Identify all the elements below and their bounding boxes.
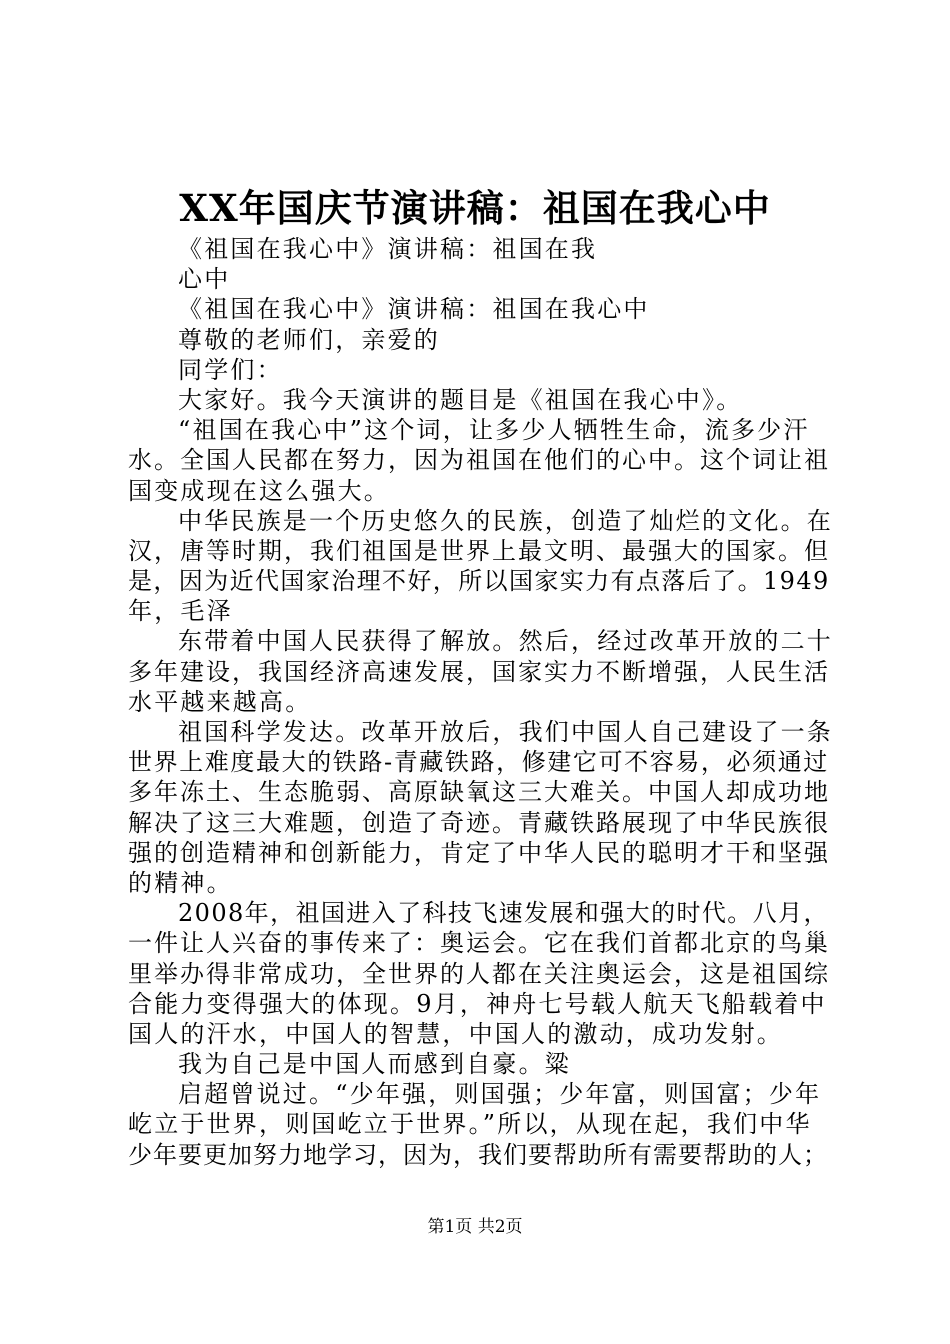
text-line: 尊敬的老师们，亲爱的 <box>178 325 440 354</box>
text-line: 中华民族是一个历史悠久的民族，创造了灿烂的文化。在 <box>178 506 833 535</box>
text-line: 国人的汗水，中国人的智慧，中国人的激动，成功发射。 <box>128 1019 783 1048</box>
text-line: 《祖国在我心中》演讲稿：祖国在我 <box>178 235 598 263</box>
text-line: 世界上难度最大的铁路-青藏铁路，修建它可不容易，必须通过 <box>128 748 829 777</box>
text-line: 是，因为近代国家治理不好，所以国家实力有点落后了。1949 <box>128 567 830 596</box>
document-title: XX年国庆节演讲稿：祖国在我心中 <box>179 186 771 230</box>
text-line: 里举办得非常成功，全世界的人都在关注奥运会，这是祖国综 <box>128 959 830 988</box>
text-line: 东带着中国人民获得了解放。然后，经过改革开放的二十 <box>178 627 833 656</box>
text-line: 的精神。 <box>128 868 233 897</box>
text-line: 水平越来越高。 <box>128 687 312 716</box>
text-line: 解决了这三大难题，创造了奇迹。青藏铁路展现了中华民族很 <box>128 808 830 837</box>
text-line: 屹立于世界，则国屹立于世界。”所以，从现在起，我们中华 <box>128 1110 812 1139</box>
text-line: 心中 <box>178 265 231 294</box>
text-line: 多年冻土、生态脆弱、高原缺氧这三大难关。中国人却成功地 <box>128 778 830 807</box>
text-line: 我为自己是中国人而感到自豪。粱 <box>178 1050 571 1079</box>
text-line: 水。全国人民都在努力，因为祖国在他们的心中。这个词让祖 <box>128 446 830 475</box>
text-line: 大家好。我今天演讲的题目是《祖国在我心中》。 <box>178 385 743 414</box>
text-line: “祖国在我心中”这个词，让多少人牺牲生命，流多少汗 <box>178 416 810 445</box>
text-line: 多年建设，我国经济高速发展，国家实力不断增强，人民生活 <box>128 657 830 686</box>
text-line: 少年要更加努力地学习，因为，我们要帮助所有需要帮助的人； <box>128 1140 828 1169</box>
text-line: 祖国科学发达。改革开放后，我们中国人自己建设了一条 <box>178 718 833 746</box>
text-line: 启超曾说过。“少年强，则国强；少年富，则国富；少年 <box>178 1080 822 1109</box>
text-line: 《祖国在我心中》演讲稿：祖国在我心中 <box>178 295 650 324</box>
document-body <box>128 234 833 1170</box>
text-line: 同学们： <box>178 355 283 384</box>
text-line: 汉，唐等时期，我们祖国是世界上最文明、最强大的国家。但 <box>128 536 830 565</box>
text-line: 强的创造精神和创新能力，肯定了中华人民的聪明才干和坚强 <box>128 838 830 867</box>
text-line: 合能力变得强大的体现。9月，神舟七号载人航天飞船载着中 <box>128 989 827 1018</box>
page-footer: 第1页 共2页 <box>427 1217 523 1237</box>
text-line: 2008年，祖国进入了科技飞速发展和强大的时代。八月， <box>178 899 829 928</box>
text-line: 一件让人兴奋的事传来了：奥运会。它在我们首都北京的鸟巢 <box>128 929 830 958</box>
text-line: 年，毛泽 <box>128 597 233 626</box>
text-line: 国变成现在这么强大。 <box>128 476 390 505</box>
